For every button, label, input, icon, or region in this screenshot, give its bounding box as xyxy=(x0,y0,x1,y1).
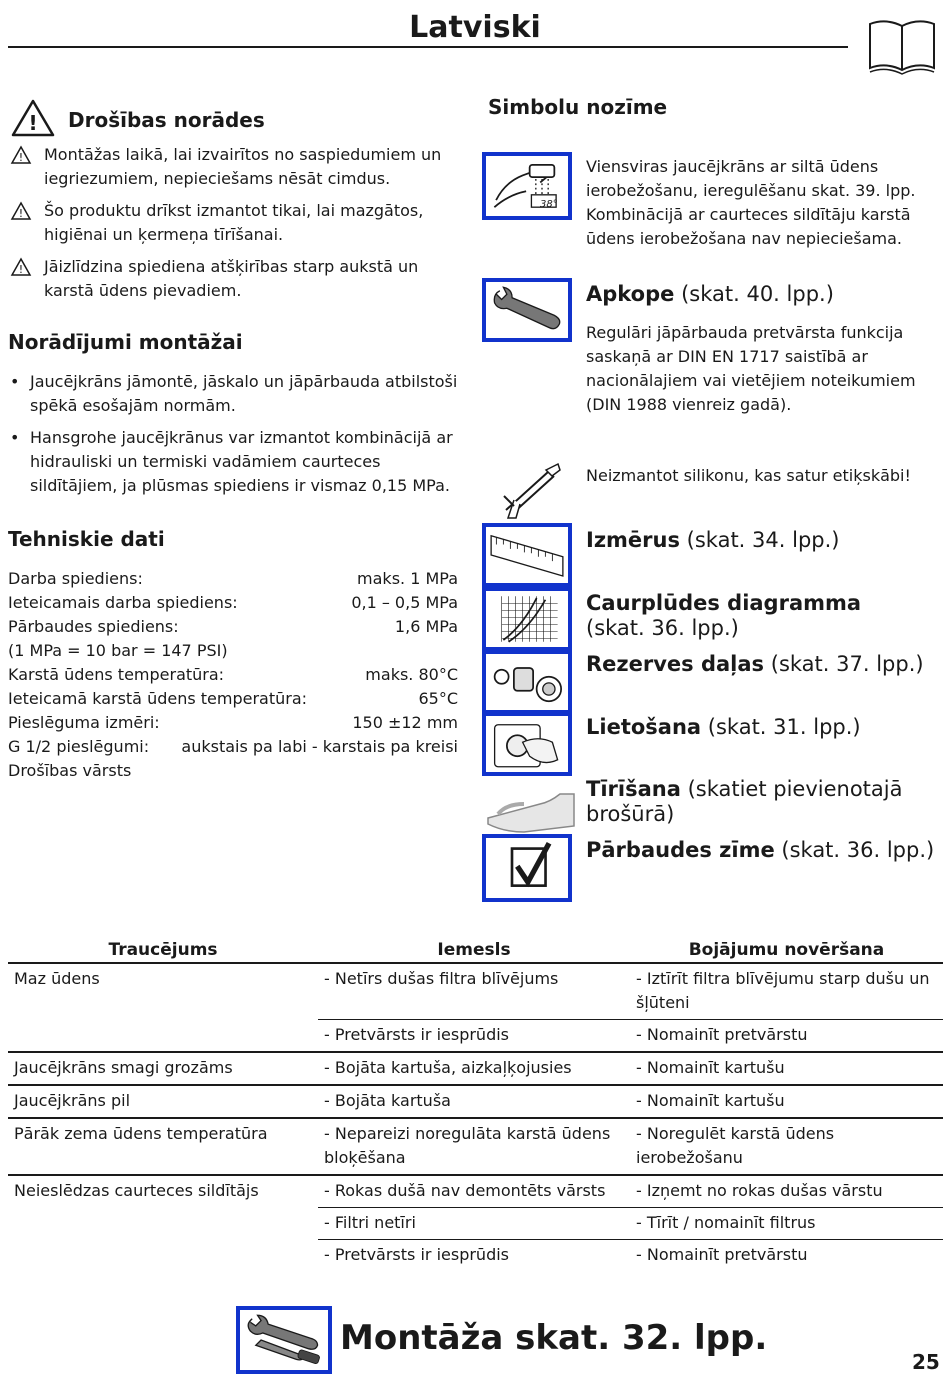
maintenance-heading xyxy=(586,282,834,307)
install-list xyxy=(10,370,460,506)
silicone-text: Neizmantot silikonu, kas satur etiķskābi! xyxy=(586,466,911,485)
flow-heading xyxy=(586,591,926,641)
tech-label: (1 MPa = 10 bar = 147 PSI) xyxy=(8,641,228,660)
test-mark-ref: (skat. 36. lpp.) xyxy=(781,838,935,862)
cause-cell: - Netīrs dušas filtra blīvējums xyxy=(318,963,630,1020)
table-row xyxy=(8,1020,943,1053)
table-row xyxy=(8,1240,943,1272)
tech-row xyxy=(8,735,458,759)
page-title: Latviski xyxy=(409,10,541,45)
thermo-label: 38° xyxy=(540,199,558,210)
hand-shower-thermo-icon xyxy=(482,152,572,220)
tech-row xyxy=(8,663,458,687)
tech-row xyxy=(8,615,458,639)
flow-title: Caurplūdes diagramma xyxy=(586,591,862,615)
fault-cell xyxy=(8,1208,318,1240)
tech-label: Ieteicamā karstā ūdens temperatūra: xyxy=(8,689,308,708)
cleaning-hand-icon xyxy=(484,774,578,836)
operation-heading xyxy=(586,715,861,740)
fix-cell: - Izņemt no rokas dušas vārstu xyxy=(630,1175,943,1208)
cleaning-ref: (skatiet pievienotajā brošūrā) xyxy=(586,777,903,826)
tech-row xyxy=(8,711,458,735)
tech-label: Drošības vārsts xyxy=(8,761,132,780)
test-mark-title: Pārbaudes zīme xyxy=(586,838,775,862)
col-cause-header: Iemesls xyxy=(318,938,630,963)
symbols-heading: Simbolu nozīme xyxy=(488,95,668,119)
montage-reference: Montāža skat. 32. lpp. xyxy=(340,1318,768,1358)
tools-icon xyxy=(236,1306,332,1374)
install-item xyxy=(10,370,460,418)
dimensions-ref: (skat. 34. lpp.) xyxy=(686,528,840,552)
safety-item xyxy=(10,143,460,191)
fault-cell: Neieslēdzas caurteces sildītājs xyxy=(14,1181,259,1200)
fix-cell: - Noregulēt karstā ūdens ierobežošanu xyxy=(630,1118,943,1175)
tech-row xyxy=(8,567,458,591)
cause-cell: - Bojāta kartuša xyxy=(318,1085,630,1118)
fault-cell: Pārāk zema ūdens temperatūra xyxy=(8,1118,318,1175)
table-row xyxy=(8,1175,943,1208)
maintenance-text: Regulāri jāpārbauda pretvārsta funkcija saskaņā ar DIN EN 1717 saistībā ar nacionālajiem vai vietējiem noteikumiem (DIN 1988 vienreiz gadā). xyxy=(586,323,916,414)
test-mark-heading xyxy=(586,838,934,863)
warning-icon xyxy=(10,199,34,247)
svg-text:!: ! xyxy=(28,111,38,135)
install-item xyxy=(10,426,460,498)
tech-heading: Tehniskie dati xyxy=(8,527,165,551)
maintenance-title: Apkope xyxy=(586,282,675,306)
fault-cell: Jaucējkrāns pil xyxy=(8,1085,318,1118)
flow-ref: (skat. 36. lpp.) xyxy=(586,616,739,640)
tech-table xyxy=(8,567,458,783)
tech-row xyxy=(8,591,458,615)
maintenance-ref: (skat. 40. lpp.) xyxy=(681,282,834,306)
cause-cell: - Nepareizi noregulāta karstā ūdens bloķēšana xyxy=(318,1118,630,1175)
cause-cell: - Bojāta kartuša, aizkaļķojusies xyxy=(318,1052,630,1085)
wrench-icon xyxy=(482,278,572,342)
fix-cell: - Iztīrīt filtra blīvējumu starp dušu un šļūteni xyxy=(630,963,943,1020)
safety-item-text: Montāžas laikā, lai izvairītos no saspiedumiem un iegriezumiem, nepieciešams nēsāt cimdus. xyxy=(44,145,442,188)
tech-label: Pārbaudes spiediens: xyxy=(8,617,179,636)
bullet-icon: • xyxy=(10,372,20,391)
cause-cell: - Pretvārsts ir iesprūdis xyxy=(318,1020,630,1053)
col-fault-header: Traucējums xyxy=(8,938,318,963)
page-number: 25 xyxy=(912,1350,940,1374)
safety-item xyxy=(10,199,460,247)
tech-value: 0,1 – 0,5 MPa xyxy=(351,593,458,612)
spare-parts-icon xyxy=(482,650,572,714)
fix-cell: - Nomainīt pretvārstu xyxy=(636,1245,808,1264)
col-fix-header: Bojājumu novēršana xyxy=(630,938,943,963)
safety-heading-warning-icon xyxy=(10,98,56,142)
install-heading: Norādījumi montāžai xyxy=(8,330,243,354)
fault-cell xyxy=(8,1240,318,1272)
svg-text:!: ! xyxy=(18,151,24,164)
hot-water-text: Viensviras jaucējkrāns ar siltā ūdens ierobežošanu, ieregulēšanu skat. 39. lpp. Kombinācijā ar caurteces sildītāju karstā ūdens ierobežošana nav nepieciešama. xyxy=(586,157,916,248)
cleaning-title: Tīrīšana xyxy=(586,777,681,801)
tech-value: aukstais pa labi - karstais pa kreisi xyxy=(181,737,458,756)
tech-label: G 1/2 pieslēgumi: xyxy=(8,737,150,756)
spare-parts-title: Rezerves daļas xyxy=(586,652,765,676)
svg-text:!: ! xyxy=(18,263,24,276)
spare-parts-heading xyxy=(586,652,924,677)
fix-cell: - Tīrīt / nomainīt filtrus xyxy=(630,1208,943,1240)
book-icon xyxy=(868,18,936,76)
bullet-icon: • xyxy=(10,428,20,447)
silicone-gun-icon xyxy=(486,460,580,520)
table-row xyxy=(8,963,943,1020)
install-item-text: Hansgrohe jaucējkrānus var izmantot kombinācijā ar hidrauliski un termiski vadāmiem caurteces sildītājiem, ja plūsmas spiediens ir vismaz 0,15 MPa. xyxy=(30,428,453,495)
operation-title: Lietošana xyxy=(586,715,702,739)
fix-cell: - Nomainīt pretvārstu xyxy=(630,1020,943,1053)
safety-heading: Drošības norādes xyxy=(68,108,265,132)
cause-cell: - Rokas dušā nav demontēts vārsts xyxy=(318,1175,630,1208)
tech-label: Karstā ūdens temperatūra: xyxy=(8,665,225,684)
fix-cell: - Nomainīt kartušu xyxy=(630,1052,943,1085)
troubleshooting-table xyxy=(8,938,943,1271)
flow-diagram-icon xyxy=(482,587,572,651)
spare-parts-ref: (skat. 37. lpp.) xyxy=(770,652,924,676)
tech-value: maks. 1 MPa xyxy=(357,569,458,588)
warning-icon xyxy=(10,255,34,303)
tech-row xyxy=(8,639,458,663)
tech-label: Darba spiediens: xyxy=(8,569,143,588)
tech-label: Ieteicamais darba spiediens: xyxy=(8,593,238,612)
safety-list xyxy=(10,143,460,311)
cleaning-heading xyxy=(586,777,926,827)
safety-item-text: Jāizlīdzina spiediena atšķirības starp aukstā un karstā ūdens pievadiem. xyxy=(44,257,419,300)
table-row xyxy=(8,1085,943,1118)
dimensions-heading xyxy=(586,528,839,553)
tech-row xyxy=(8,759,458,783)
table-row xyxy=(8,1208,943,1240)
tech-row xyxy=(8,687,458,711)
operation-icon xyxy=(482,712,572,776)
table-row xyxy=(8,1052,943,1085)
tech-value: 1,6 MPa xyxy=(394,617,458,636)
operation-ref: (skat. 31. lpp.) xyxy=(707,715,861,739)
svg-text:!: ! xyxy=(18,207,24,220)
ruler-icon xyxy=(482,523,572,587)
table-header-row xyxy=(8,938,943,963)
safety-item xyxy=(10,255,460,303)
test-mark-icon xyxy=(482,834,572,902)
fault-cell xyxy=(8,1020,318,1053)
fault-cell: Maz ūdens xyxy=(14,969,100,988)
tech-value: 150 ±12 mm xyxy=(352,713,458,732)
cause-cell: - Filtri netīri xyxy=(318,1208,630,1240)
tech-label: Pieslēguma izmēri: xyxy=(8,713,160,732)
install-item-text: Jaucējkrāns jāmontē, jāskalo un jāpārbauda atbilstoši spēkā esošajām normām. xyxy=(30,372,458,415)
dimensions-title: Izmērus xyxy=(586,528,680,552)
fault-cell: Jaucējkrāns smagi grozāms xyxy=(8,1052,318,1085)
table-row xyxy=(8,1118,943,1175)
tech-value: maks. 80°C xyxy=(365,665,458,684)
warning-icon xyxy=(10,143,34,191)
title-rule xyxy=(8,46,848,48)
cause-cell: - Pretvārsts ir iesprūdis xyxy=(324,1245,509,1264)
fix-cell: - Nomainīt kartušu xyxy=(630,1085,943,1118)
safety-item-text: Šo produktu drīkst izmantot tikai, lai mazgātos, higiēnai un ķermeņa tīrīšanai. xyxy=(44,201,424,244)
tech-value: 65°C xyxy=(418,689,458,708)
